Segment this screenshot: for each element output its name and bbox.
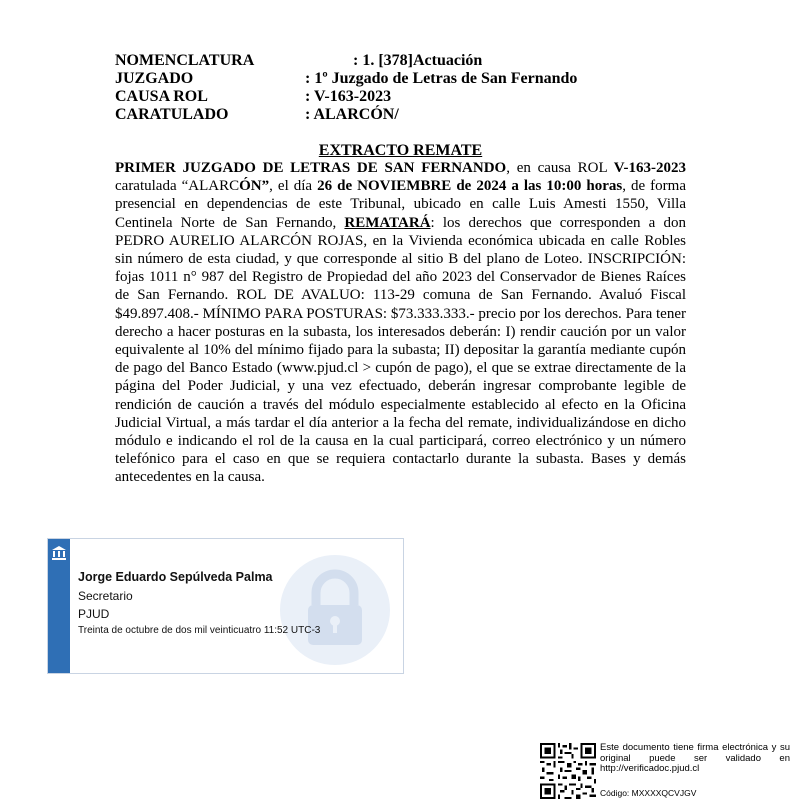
body-text: , el día — [269, 178, 318, 195]
case-rol: V-163-2023 — [613, 160, 686, 176]
body-text: , en causa ROL — [506, 160, 614, 176]
header-label: JUZGADO — [115, 70, 194, 87]
rematara-keyword: REMATARÁ — [344, 214, 431, 231]
body-text: caratulada “ALARC — [115, 178, 240, 195]
header-value: : ALARCÓN/ — [305, 106, 399, 123]
header-value: : 1. [378]Actuación — [353, 52, 483, 69]
court-name: PRIMER JUZGADO DE LETRAS DE SAN FERNANDO — [115, 160, 507, 176]
signer-name: Jorge Eduardo Sepúlveda Palma — [78, 570, 273, 584]
body-text: : los derechos que corresponden a don PEDRO AURELIO ALARCÓN ROJAS, en la Vivienda económica ubicada en calle Robles sin número de esta ciudad, y que corresponde al sitio B del plano de Loteo. INSCRIPCIÓN: fojas 1011 n° 987 del Registro de Propiedad del año 2023 del Conservador de Bienes Raíces de San Fernando. ROL DE AVALUO: 113-29 comuna de San Fernando. Avaluó Fiscal $49.897.408.- MÍNIMO PARA POSTURAS: $73.333.333.- precio por los derechos. Para tener derecho a hacer posturas en la subasta, los interesados deberán: I) rendir caución por un valor equivalente al 10% del mínimo fijado para la subasta; II) depositar la garantía mediante cupón de pago del Banco Estado (www.pjud.cl > cupón de pago), el que se extrae directamente de la página del Poder Judicial, y una vez efectuado, deberán ingresar comprobante legible de rendición de caución a través del módulo especialmente establecido al efecto en la Oficina Judicial Virtual, a más tardar el día anterior a la fecha del remate, individualizándose en dicho módulo e indicando el rol de la causa en la cual participará, correo electrónico y un número telefónico para el caso en que se requiera contactarlo durante la subasta. Bases y demás antecedentes en la causa. — [115, 214, 686, 486]
notice-title: EXTRACTO REMATE — [318, 142, 483, 159]
signature-date: Treinta de octubre de dos mil veinticuatro 11:52 UTC-3 — [78, 625, 321, 636]
header-value: : 1º Juzgado de Letras de San Fernando — [305, 70, 578, 87]
auction-date: 26 de NOVIEMBRE de 2024 a las 10:00 horas — [317, 178, 623, 195]
electronic-signature-box — [47, 538, 404, 674]
closing-quote: ” — [261, 178, 270, 195]
case-name-bold: ÓN — [239, 178, 262, 195]
header-label: CARATULADO — [115, 106, 229, 123]
header-label: NOMENCLATURA — [115, 52, 255, 69]
courthouse-icon — [51, 545, 67, 561]
body-text: , de forma presencial en dependencias de este Tribunal, ubicado en calle Luis Amesti 1550, Villa Centinela Norte de San Fernando, — [115, 178, 686, 231]
signer-organization: PJUD — [78, 607, 110, 621]
qr-code — [540, 743, 596, 799]
verification-code: Código: MXXXXQCVJGV — [600, 788, 697, 798]
lock-icon — [278, 553, 392, 667]
verification-notice: Este documento tiene firma electrónica y su original puede ser validado en http://verificadoc.pjud.cl — [600, 742, 790, 774]
signature-accent-bar — [48, 539, 70, 673]
notice-body — [115, 159, 686, 487]
header-label: CAUSA ROL — [115, 88, 208, 105]
header-value: : V-163-2023 — [305, 88, 392, 105]
signer-role: Secretario — [78, 589, 133, 603]
